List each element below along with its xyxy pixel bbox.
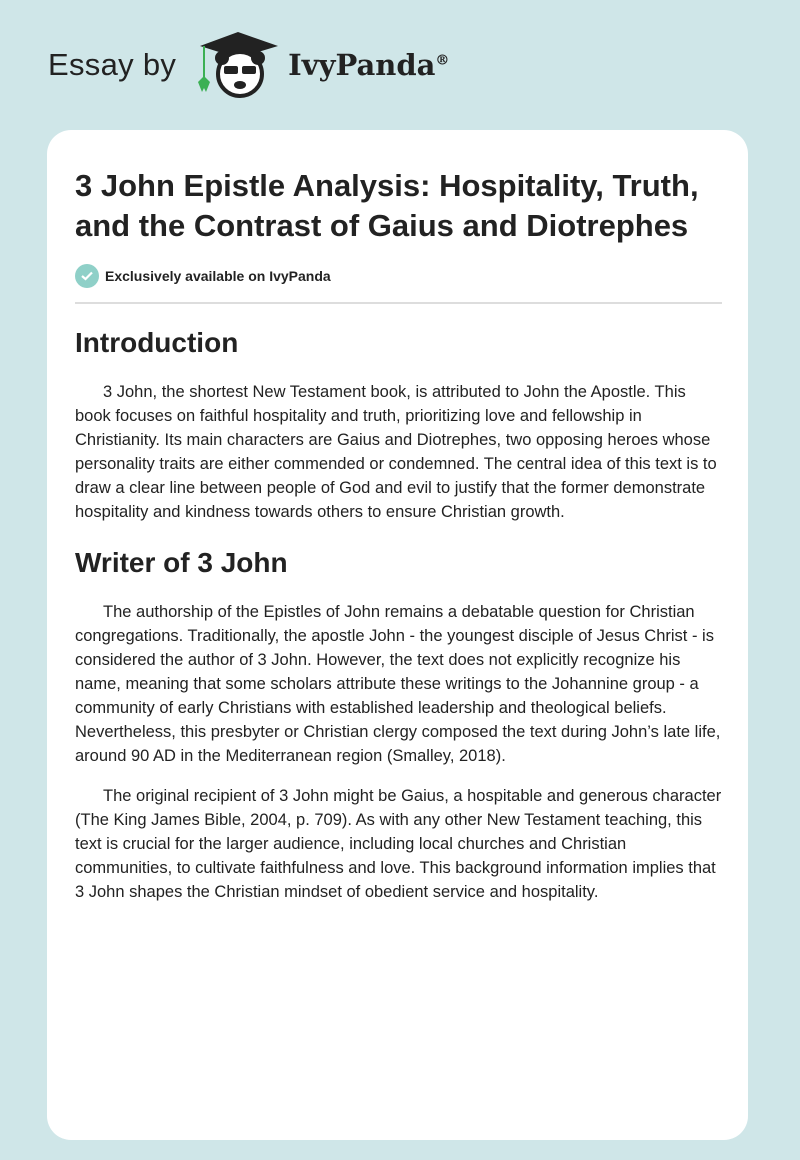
- brand-name: [288, 48, 449, 82]
- site-header: [48, 30, 449, 100]
- brand-text: IvyPanda: [288, 48, 436, 82]
- registered-mark: ®: [435, 52, 450, 69]
- essay-by-label: Essay by: [48, 47, 177, 82]
- section-heading: Introduction: [75, 327, 239, 358]
- paragraph: 3 John, the shortest New Testament book, is attributed to John the Apostle. This book focuses on faithful hospitality and truth, prioritizing love and fellowship in Christianity. Its main characters are Gaius and Diotrephes, two opposing heroes whose personality traits are either commended or condemned. The central idea of this text is to draw a clear line between people of God and evil to justify that the former demonstrate hospitality and kindness towards others to ensure Christian growth.: [75, 383, 717, 521]
- divider: [75, 302, 722, 304]
- paragraph: The original recipient of 3 John might be Gaius, a hospitable and generous character (The King James Bible, 2004, p. 709). As with any other New Testament teaching, this text is crucial for the larger audience, including local churches and Christian communities, to cultivate faithfulness and love. This background information implies that 3 John shapes the Christian mindset of obedient service and hospitality.: [75, 787, 722, 901]
- paragraph: The authorship of the Epistles of John remains a debatable question for Christian congregations. Traditionally, the apostle John - the youngest disciple of Jesus Christ - is considered the author of 3 John. However, the text does not explicitly recognize his name, meaning that some scholars attribute these writings to the Johannine group - a community of early Christians with established leadership and theological beliefs. Nevertheless, this presbyter or Christian clergy composed the text during John’s late life, around 90 AD in the Mediterranean region (Smalley, 2018).: [75, 603, 721, 765]
- badge-label: Exclusively available on IvyPanda: [105, 268, 331, 284]
- section-heading: Writer of 3 John: [75, 547, 288, 578]
- essay-title: 3 John Epistle Analysis: Hospitality, Truth, and the Contrast of Gaius and Diotrephes: [75, 168, 699, 243]
- essay-card: [47, 130, 748, 1140]
- check-icon: [75, 264, 99, 288]
- ivypanda-logo-icon[interactable]: [196, 30, 280, 100]
- exclusive-badge: [75, 264, 722, 288]
